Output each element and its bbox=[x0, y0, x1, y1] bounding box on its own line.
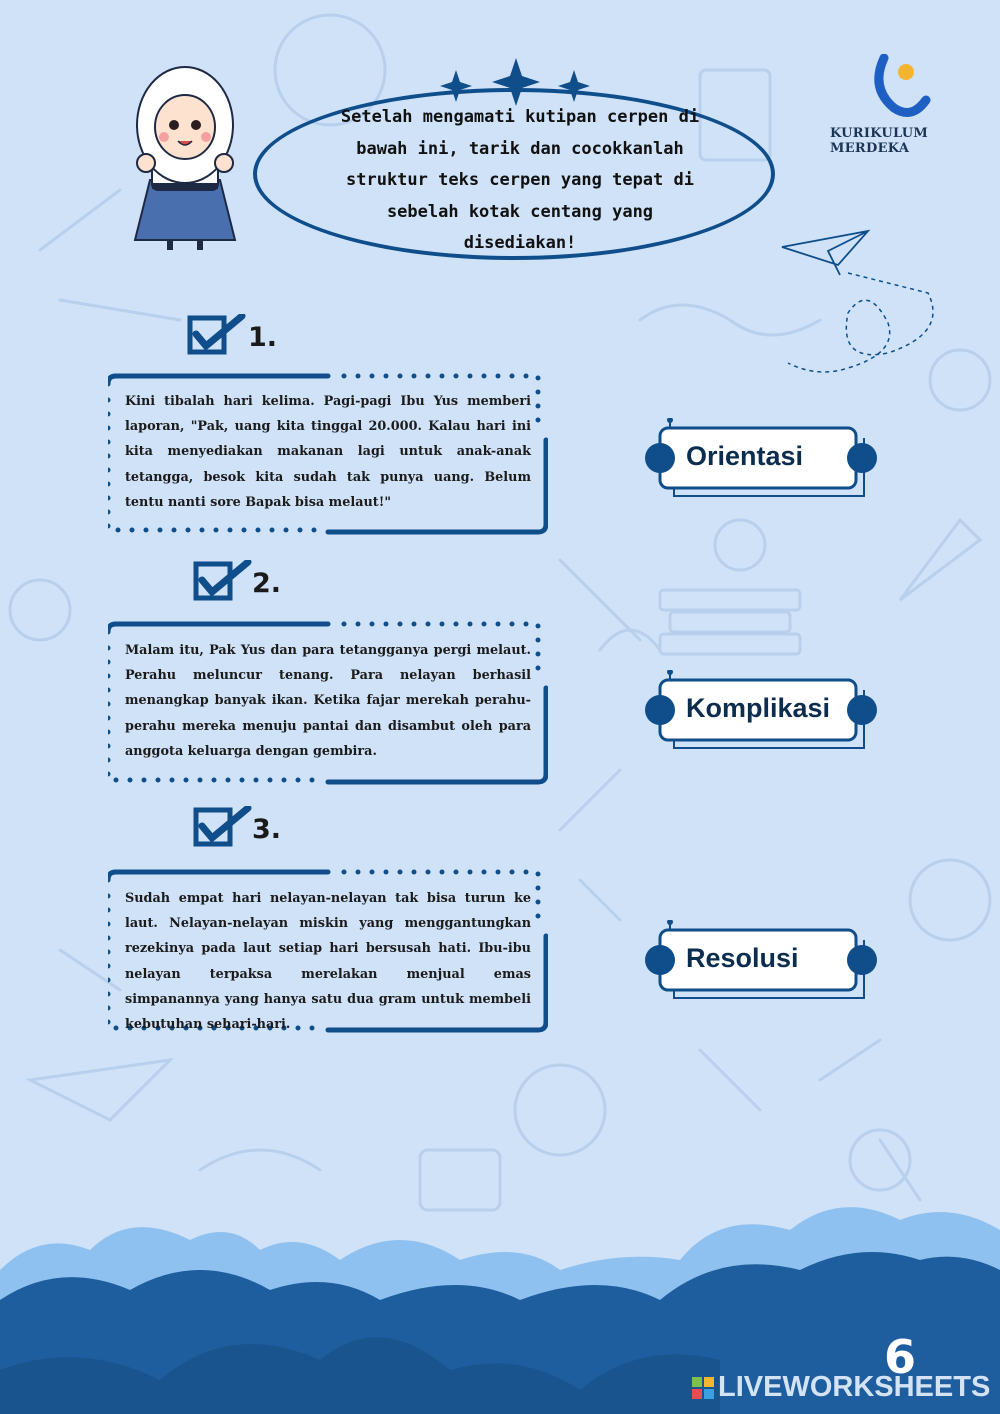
passage-number: 2. bbox=[252, 568, 282, 599]
instruction-text: Setelah mengamati kutipan cerpen di bawah ini, tarik dan cocokkanlah struktur teks cerpen yang tepat di sebelah kotak centang yang disediakan! bbox=[340, 107, 700, 253]
label-text: Komplikasi bbox=[686, 693, 831, 723]
label-text: Orientasi bbox=[686, 441, 804, 471]
label-resolusi[interactable] bbox=[660, 930, 865, 990]
girl-character-illustration bbox=[130, 65, 240, 255]
page-number: 6 bbox=[884, 1330, 917, 1384]
checkbox-check-icon bbox=[192, 806, 252, 850]
label-orientasi[interactable] bbox=[660, 428, 865, 488]
passage-number: 3. bbox=[252, 814, 282, 845]
label-text: Resolusi bbox=[686, 943, 799, 973]
passage-text: Malam itu, Pak Yus dan para tetangganya pergi melaut. Perahu meluncur tenang. Para nelayan berhasil menangkap banyak ikan. Ketika fajar merekah perahu-perahu mereka menuju pantai dan disambut oleh para anggota keluarga dengan gembira. bbox=[125, 643, 531, 759]
passage-2-box bbox=[108, 560, 548, 790]
liveworksheets-logo-icon bbox=[692, 1377, 714, 1399]
passage-text: Sudah empat hari nelayan-nelayan tak bisa turun ke laut. Nelayan-nelayan miskin yang menggantungkan rezekinya pada laut setiap hari bersusah hati. Ibu-ibu nelayan terpaksa merelakan menjual emas simpanannya yang hanya satu dua gram untuk membeli kebutuhan sehari-hari. bbox=[125, 891, 531, 1033]
passage-text: Kini tibalah hari kelima. Pagi-pagi Ibu Yus memberi laporan, "Pak, uang kita tinggal 20.000. Kalau hari ini kita menyediakan makanan lagi untuk anak-anak tetangga, besok kita sudah tak punya uang. Belum tentu nanti sore Bapak bisa melaut!" bbox=[125, 394, 531, 510]
passage-1-box bbox=[108, 314, 548, 539]
paper-plane-icon bbox=[778, 225, 948, 395]
logo-text: KURIKULUM MERDEKA bbox=[830, 126, 929, 156]
passage-3-box bbox=[108, 806, 548, 1036]
liveworksheets-brand-text: LIVEWORKSHEETS bbox=[718, 1371, 991, 1403]
passage-number: 1. bbox=[248, 322, 278, 353]
checkbox-check-icon bbox=[186, 314, 246, 358]
checkbox-check-icon bbox=[192, 560, 252, 604]
label-komplikasi[interactable] bbox=[660, 680, 865, 740]
kurikulum-merdeka-logo-icon bbox=[872, 54, 932, 120]
